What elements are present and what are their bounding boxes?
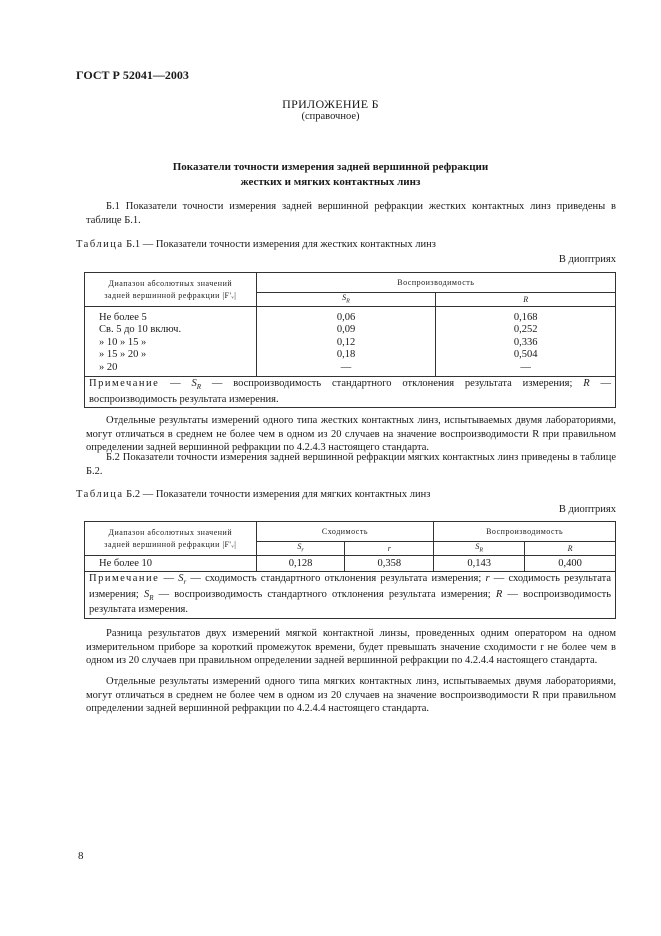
table1-row-r: — <box>520 361 531 373</box>
table-b2 <box>84 521 616 619</box>
table2-row-r: 0,358 <box>345 556 434 572</box>
paragraph-soft-lenses-1: Разница результатов двух измерений мягкой контактной линзы, проведенных одним оператором на одном измерительном приборе за короткий промежуток времени, будет превышать значение сходимости r не более чем в одном из 20 случаев при правильном определении задней вершинной рефракции по 4.2.4.4 настоящего стандарта. <box>86 628 616 667</box>
section-title-line-2: жестких и мягких контактных линз <box>240 175 421 188</box>
table2-sub-R: R <box>525 542 616 556</box>
table2-note-symbol: r <box>485 573 490 585</box>
table1-note-symbol-index: R <box>196 383 202 392</box>
table2-sub-SR <box>434 542 525 556</box>
table2-note-symbol: R <box>495 588 503 600</box>
table2-note <box>85 572 616 618</box>
table2-caption-text: Б.2 — Показатели точности измерения для мягких контактных линз <box>123 489 431 500</box>
table2-note-symbol-index: r <box>183 578 187 587</box>
table1-row-sr: — <box>340 361 352 373</box>
table-b1 <box>84 272 616 408</box>
table2-row-R: 0,400 <box>525 556 616 572</box>
table1-row-sr: 0,09 <box>336 324 356 336</box>
table2-note-label: Примечание <box>89 573 160 585</box>
table1-row-range: » 10 » 15 » <box>99 336 147 348</box>
table2-row-sr: 0,128 <box>256 556 345 572</box>
page-number: 8 <box>78 850 84 862</box>
table1-row-r: 0,336 <box>513 336 538 348</box>
table2-sub-SR-symbol: S <box>475 542 480 551</box>
table2-col-range-header-line-1: Диапазон абсолютных значений <box>108 527 233 537</box>
appendix-title: ПРИЛОЖЕНИЕ Б <box>282 97 379 111</box>
table2-note-part: — сходимость результата измерения; <box>89 573 612 600</box>
table2-note-symbol-index: R <box>149 594 154 603</box>
table2-sub-SR-index: R <box>479 547 484 554</box>
table1-caption-text: Б.1 — Показатели точности измерения для жестких контактных линз <box>123 239 436 250</box>
table2-sub-r: r <box>345 542 434 556</box>
appendix-subtitle: (справочное) <box>301 111 360 122</box>
table1-caption-prefix: Таблица <box>76 239 124 250</box>
table1-sub-sr <box>256 293 436 307</box>
table1-note-symbol: S <box>191 378 197 390</box>
table1-row-r: 0,168 <box>513 311 538 323</box>
paragraph-hard-lenses: Отдельные результаты измерений одного типа жестких контактных линз, испытываемых двумя лабораториями, могут отличаться в среднем не более чем в одном из 20 случаев на значение воспроизводимости R при правильном определении задней вершинной рефракции по 4.2.4.3 настоящего стандарта. <box>86 415 616 454</box>
table2-note-part: — сходимость стандартного отклонения результата измерения; <box>186 573 486 585</box>
table2-row-SR: 0,143 <box>434 556 525 572</box>
table1-sub-sr-index: R <box>346 298 350 305</box>
table2-note-part: — воспроизводимость стандартного отклонения результата измерения; <box>153 588 496 600</box>
table2-sub-sr-symbol: S <box>297 542 302 551</box>
table1-note-dash: — <box>159 378 192 390</box>
table2-note-part: — <box>159 573 179 585</box>
table1-note-r: R <box>583 378 590 390</box>
paragraph-b1: Б.1 Показатели точности измерения задней вершинной рефракции жестких контактных линз приведены в таблице Б.1. <box>86 201 616 226</box>
table1-col-range-header-line-2: задней вершинной рефракции |F'ᵥ| <box>104 290 237 300</box>
table2-sub-sr-index: r <box>301 547 304 554</box>
table1-row-r: 0,504 <box>513 349 538 361</box>
table1-row-sr: 0,18 <box>336 349 356 361</box>
table1-range-cell <box>85 307 257 377</box>
table1-row-range: » 15 » 20 » <box>99 349 147 361</box>
table1-r-cell <box>436 307 616 377</box>
table1-row-r: 0,252 <box>513 324 538 336</box>
table2-group-repeatability: Сходимость <box>256 522 434 542</box>
table2-units: В диоптриях <box>558 504 616 515</box>
table1-row-range: Св. 5 до 10 включ. <box>99 324 182 336</box>
table1-row-range: Не более 5 <box>99 311 147 323</box>
table1-col-range-header-line-1: Диапазон абсолютных значений <box>108 278 233 288</box>
table1-row-range: » 20 <box>99 361 118 373</box>
table1-row-sr: 0,12 <box>336 336 356 348</box>
table1-note-label: Примечание <box>89 378 160 390</box>
paragraph-soft-lenses-2: Отдельные результаты измерений одного типа мягких контактных линз, испытываемых двумя лабораториями, могут отличаться в среднем не более чем в одном из 20 случаев на значение воспроизводимости R при правильном определении задней вершинной рефракции по 4.2.4.4 настоящего стандарта. <box>86 676 616 715</box>
table2-sub-sr <box>256 542 345 556</box>
table1-sub-sr-symbol: S <box>342 293 347 302</box>
table2-caption-prefix: Таблица <box>76 489 124 500</box>
table2-caption <box>76 488 430 502</box>
table1-sub-r: R <box>436 293 616 307</box>
table2-col-range-header-line-2: задней вершинной рефракции |F'ᵥ| <box>104 539 237 549</box>
table1-col-range-header <box>85 273 257 307</box>
table1-note <box>85 377 616 408</box>
document-header: ГОСТ Р 52041—2003 <box>76 68 189 82</box>
paragraph-b2: Б.2 Показатели точности измерения задней вершинной рефракции мягких контактных линз приведены в таблице Б.2. <box>86 452 616 477</box>
table2-group-reproducibility: Воспроизводимость <box>434 522 616 542</box>
table1-sr-cell <box>256 307 436 377</box>
table2-note-symbol: S <box>178 573 184 585</box>
table2-note-symbol: S <box>143 588 150 600</box>
section-title-line-1: Показатели точности измерения задней вершинной рефракции <box>172 161 489 173</box>
table2-note-part: — воспроизводимость результата измерения. <box>89 588 611 616</box>
section-title <box>0 160 661 190</box>
table1-note-text: — воспроизводимость стандартного отклонения результата измерения; <box>201 378 584 390</box>
table1-note-tail: — воспроизводимость результата измерения. <box>89 378 612 405</box>
table1-caption <box>76 238 436 252</box>
table1-group-header: Воспроизводимость <box>256 273 615 293</box>
table2-row-range: Не более 10 <box>85 556 257 572</box>
table1-row-sr: 0,06 <box>336 311 356 323</box>
table1-units: В диоптриях <box>558 254 616 265</box>
table2-col-range-header <box>85 522 257 556</box>
